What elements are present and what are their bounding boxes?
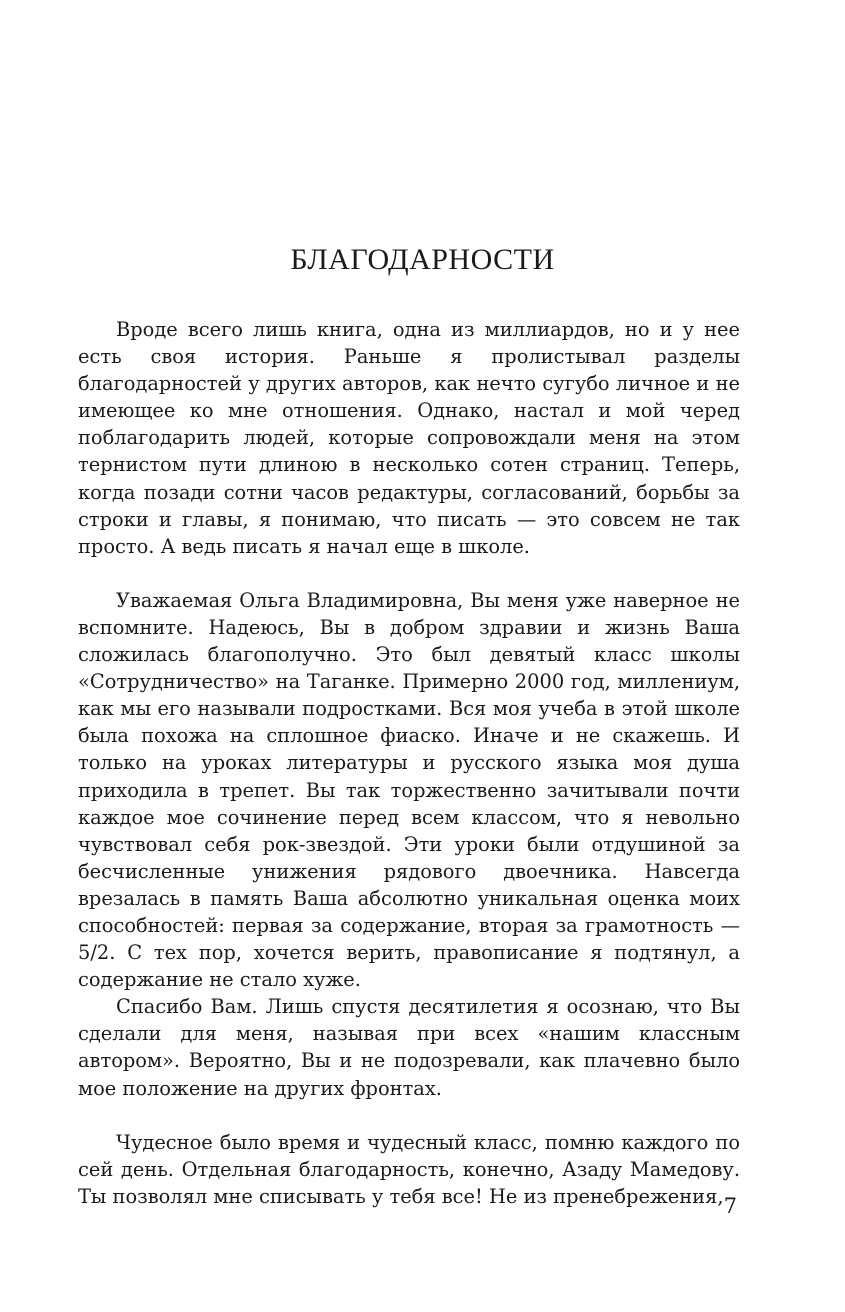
page-number: 7 [723, 1194, 737, 1218]
paragraph-teacher: Уважаемая Ольга Владимировна, Вы меня уже наверное не вспомните. Надеюсь, Вы в добром здравии и жизнь Ваша сложилась благополучно. Это был девятый класс школы «Сотрудничество» на Таганке. Примерно 2000 год, миллениум, как мы его называли подростками. Вся моя учеба в этой школе была похожа на сплошное фиаско. Иначе и не скажешь. И только на уроках литературы и русского языка моя душа приходила в трепет. Вы так торжественно зачитывали почти каждое мое сочинение перед всем классом, что я невольно чувствовал себя рок-звездой. Эти уроки были отдушиной за бесчисленные унижения рядового двоечника. Навсегда врезалась в память Ваша абсолютно уникальная оценка моих способностей: первая за содержание, вторая за грамотность — 5/2. С тех пор, хочется верить, правописание я подтянул, а содержание не стало хуже. [78, 588, 740, 992]
chapter-title: БЛАГОДАРНОСТИ [290, 243, 555, 276]
paragraph-thanks: Спасибо Вам. Лишь спустя десятилетия я осознаю, что Вы сделали для меня, называя при всех «нашим классным автором». Вероятно, Вы и не подозревали, как плачевно было мое положение на других фронтах. [78, 995, 740, 1100]
paragraph-intro: Вроде всего лишь книга, одна из миллиардов, но и у нее есть своя история. Раньше я пролистывал разделы благодарностей у других авторов, как нечто сугубо личное и не имеющее ко мне отношения. Однако, настал и мой черед поблагодарить людей, которые сопровождали меня на этом тернистом пути длиною в несколько сотен страниц. Теперь, когда позади сотни часов редактуры, согласований, борьбы за строки и главы, я понимаю, что писать — это совсем не так просто. А ведь писать я начал еще в школе. [78, 318, 740, 558]
paragraph-classmates: Чудесное было время и чудесный класс, помню каждого по сей день. Отдельная благодарность, конечно, Азаду Мамедову. Ты позволял мне списывать у тебя все! Не из пренебрежения, [78, 1130, 740, 1208]
body-text [78, 316, 740, 1210]
